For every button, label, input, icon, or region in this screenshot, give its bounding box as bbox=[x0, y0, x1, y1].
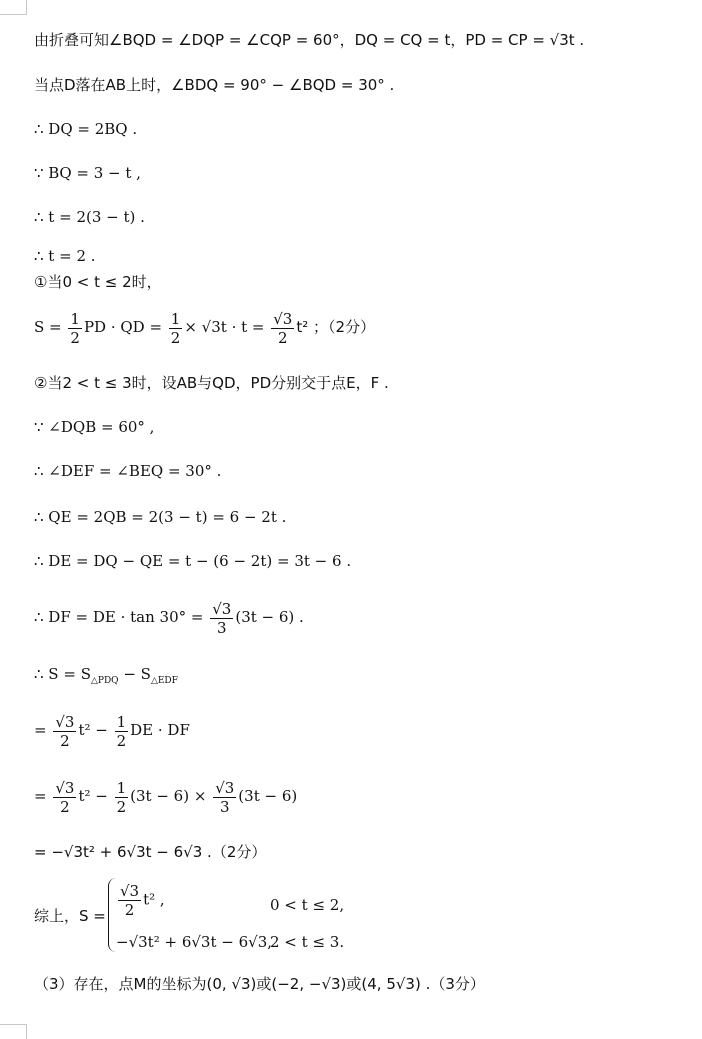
summary-label: 综上，S = bbox=[34, 907, 106, 925]
area-formula-term-1: PD · QD = bbox=[83, 318, 167, 336]
fraction-one-half: $\frac{1}{2}$ bbox=[116, 712, 127, 750]
area-step-3: = −√3t² + 6√3t − 6√3 .（2分） bbox=[34, 843, 267, 861]
page-corner-mark-bottom bbox=[0, 1024, 27, 1039]
area-formula-lhs: S = bbox=[34, 318, 67, 336]
solution-line-12: ∴ QE = 2QB = 2(3 − t) = 6 − 2t . bbox=[34, 508, 287, 526]
page-corner-mark-top bbox=[0, 0, 27, 15]
solution-line-5: ∴ t = 2(3 − t) . bbox=[34, 208, 145, 226]
solution-line-10: ∵ ∠DQB = 60° , bbox=[34, 418, 155, 436]
area-difference-line: ∴ $S = S_{\triangle PDQ} - S_{\triangle EDF}$ bbox=[34, 665, 178, 686]
fraction-sqrt3-over-3: $\frac{√3}{3}$ bbox=[215, 778, 235, 816]
piecewise-case-1-condition: 0 < t ≤ 2, bbox=[270, 896, 345, 914]
df-formula bbox=[34, 598, 304, 637]
fraction-one-half: $\frac{1}{2}$ bbox=[170, 309, 181, 347]
solution-line-13: ∴ DE = DQ − QE = t − (6 − 2t) = 3t − 6 . bbox=[34, 552, 352, 570]
fraction-sqrt3-over-3: $\frac{√3}{3}$ bbox=[212, 599, 232, 637]
solution-line-6: ∴ t = 2 . bbox=[34, 247, 96, 265]
area-formula-term-2: × √3t · t = bbox=[184, 318, 270, 336]
area-step-1: = $\frac{√3}{2}$ t² − $\frac{1}{2}$ DE · DF bbox=[34, 712, 190, 750]
part-3-answer: （3）存在，点M的坐标为(0, √3)或(−2, −√3)或(4, 5√3) .（3分） bbox=[34, 975, 485, 993]
area-formula-tail: t² ；（2分） bbox=[296, 318, 376, 336]
fraction-sqrt3-over-2: $\frac{√3}{2}$ bbox=[273, 309, 293, 347]
fraction-one-half: $\frac{1}{2}$ bbox=[70, 309, 80, 347]
solution-line-4: ∵ BQ = 3 − t , bbox=[34, 164, 141, 182]
solution-line-2: 当点D落在AB上时，∠BDQ = 90° − ∠BQD = 30° . bbox=[34, 76, 395, 94]
solution-line-1: 由折叠可知∠BQD = ∠DQP = ∠CQP = 60°，DQ = CQ = t，PD = CP = √3t . bbox=[34, 31, 585, 49]
case-2-heading: ②当2 < t ≤ 3时，设AB与QD，PD分别交于点E，F . bbox=[34, 374, 389, 392]
piecewise-case-2-expr: −√3t² + 6√3t − 6√3, bbox=[116, 933, 273, 951]
fraction-sqrt3-over-2: $\frac{√3}{2}$ bbox=[55, 778, 75, 816]
df-formula-rhs: (3t − 6) . bbox=[235, 608, 304, 626]
area-step-2: = $\frac{√3}{2}$ t² − $\frac{1}{2}$ (3t − 6) × $\frac{√3}{3}$ (3t − 6) bbox=[34, 778, 298, 816]
fraction-one-half: $\frac{1}{2}$ bbox=[116, 778, 127, 816]
area-formula-case-1 bbox=[34, 308, 375, 347]
solution-line-11: ∴ ∠DEF = ∠BEQ = 30° . bbox=[34, 462, 222, 480]
solution-line-3: ∴ DQ = 2BQ . bbox=[34, 120, 138, 138]
fraction-sqrt3-over-2: $\frac{√3}{2}$ bbox=[55, 712, 75, 750]
case-1-heading: ①当0 < t ≤ 2时， bbox=[34, 273, 162, 291]
fraction-sqrt3-over-2: $\frac{√3}{2}$ bbox=[120, 882, 140, 919]
piecewise-case-1-expr: $\frac{√3}{2}$ t² , bbox=[120, 882, 165, 919]
piecewise-case-2-condition: 2 < t ≤ 3. bbox=[270, 933, 345, 951]
df-formula-lhs: ∴ DF = DE · tan 30° = bbox=[34, 608, 209, 626]
